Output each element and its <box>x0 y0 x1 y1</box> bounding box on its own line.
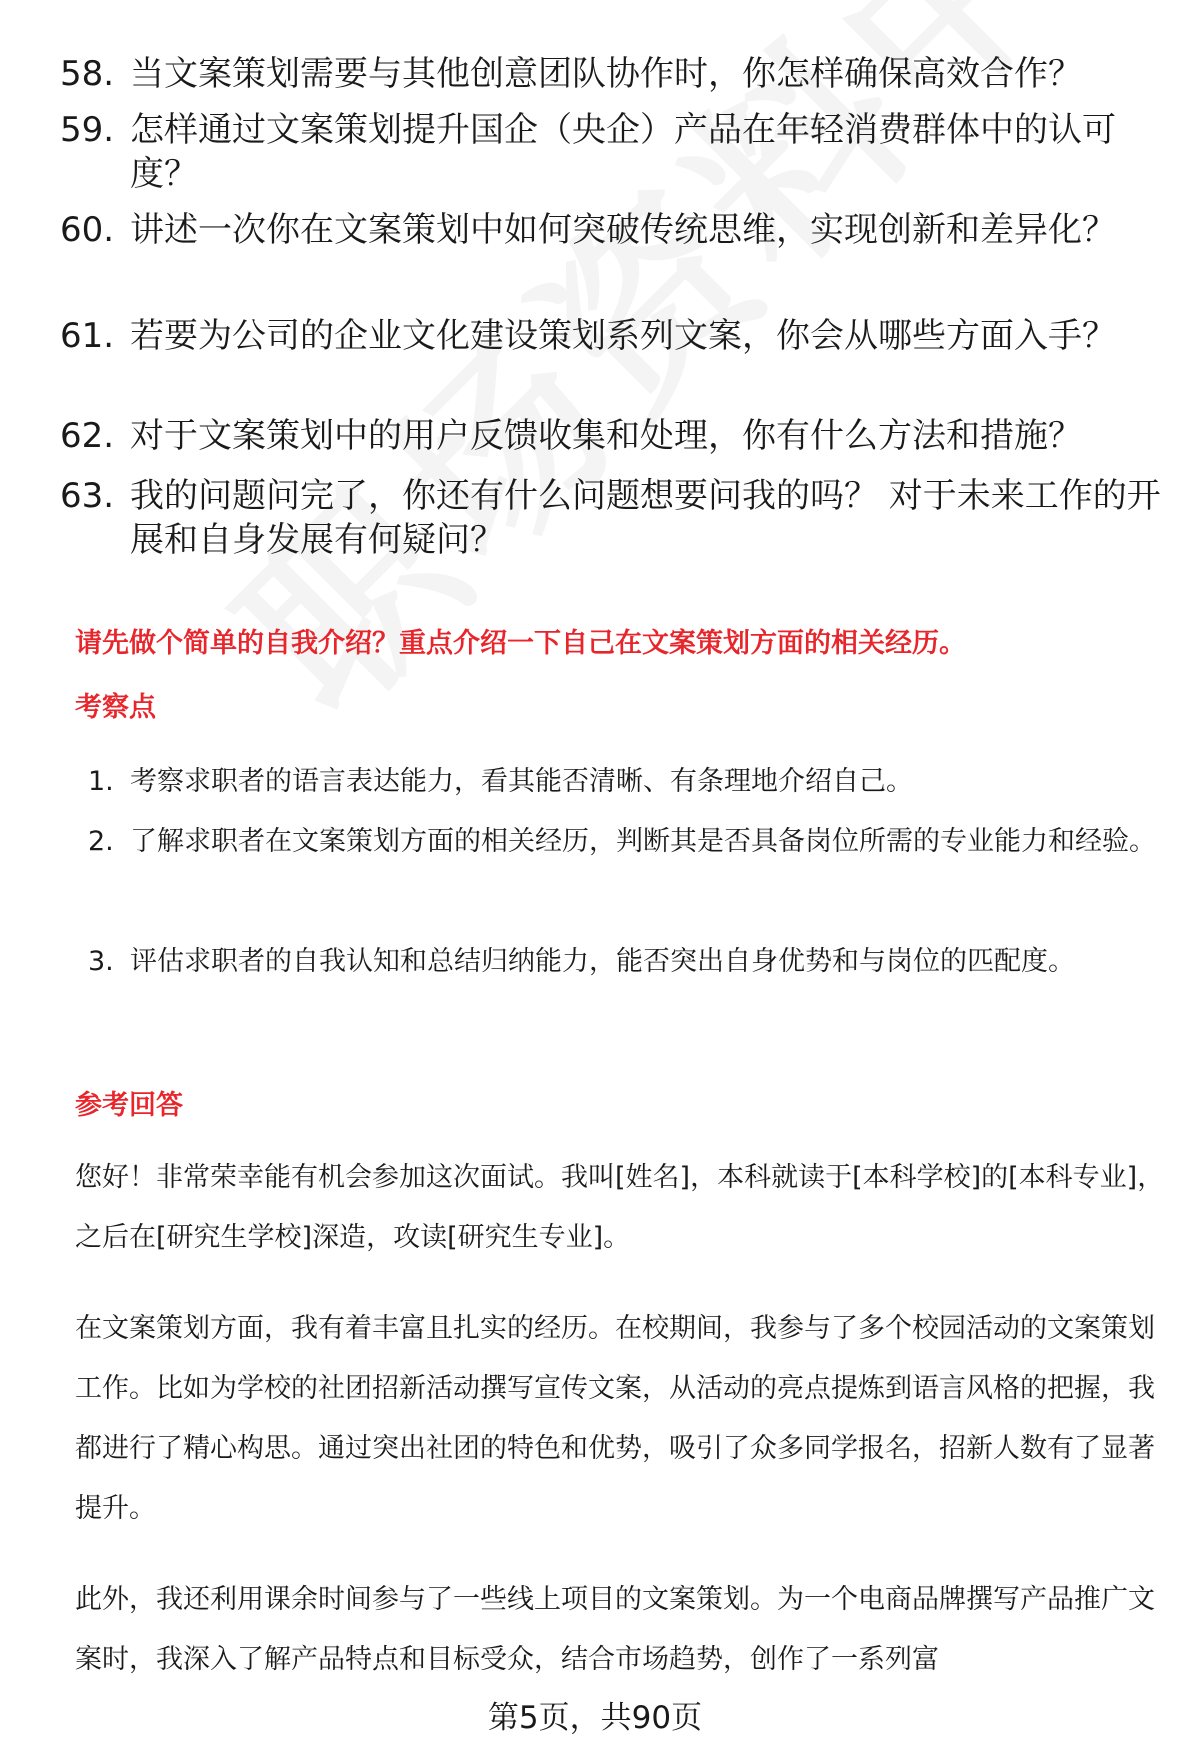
answer-paragraph: 在文案策划方面，我有着丰富且扎实的经历。在校期间，我参与了多个校园活动的文案策划工作。比如为学校的社团招新活动撰写宣传文案，从活动的亮点提炼到语言风格的把握，我都进行了精心构思。通过突出社团的特色和优势，吸引了众多同学报名，招新人数有了显著提升。 <box>75 1313 1155 1524</box>
question-text: 讲述一次你在文案策划中如何突破传统思维，实现创新和差异化？ <box>130 210 1116 250</box>
points-heading: 考察点 <box>75 692 156 723</box>
answer-paragraph: 此外，我还利用课余时间参与了一些线上项目的文案策划。为一个电商品牌撰写产品推广文案时，我深入了解产品特点和目标受众，结合市场趋势，创作了一系列富 <box>75 1584 1155 1675</box>
list-number: 2. <box>88 826 114 857</box>
list-item <box>88 812 1158 872</box>
question-item <box>60 474 1170 562</box>
question-item <box>60 314 1170 358</box>
question-number: 60. <box>60 210 115 250</box>
section-title: 请先做个简单的自我介绍？重点介绍一下自己在文案策划方面的相关经历。 <box>75 628 966 659</box>
question-text: 若要为公司的企业文化建设策划系列文案，你会从哪些方面入手？ <box>130 316 1116 356</box>
list-text: 了解求职者在文案策划方面的相关经历，判断其是否具备岗位所需的专业能力和经验。 <box>130 826 1156 857</box>
list-text: 考察求职者的语言表达能力，看其能否清晰、有条理地介绍自己。 <box>130 766 913 797</box>
question-number: 62. <box>60 416 115 456</box>
question-number: 61. <box>60 316 115 356</box>
question-text: 怎样通过文案策划提升国企（央企）产品在年轻消费群体中的认可度？ <box>130 110 1116 194</box>
answer-heading: 参考回答 <box>75 1090 183 1121</box>
question-item <box>60 108 1170 196</box>
list-number: 1. <box>88 766 114 797</box>
question-item <box>60 52 1170 96</box>
question-text: 我的问题问完了，你还有什么问题想要问我的吗？ 对于未来工作的开展和自身发展有何疑问？ <box>130 476 1161 560</box>
list-text: 评估求职者的自我认知和总结归纳能力，能否突出自身优势和与岗位的匹配度。 <box>130 946 1075 977</box>
question-text: 对于文案策划中的用户反馈收集和处理，你有什么方法和措施？ <box>130 416 1082 456</box>
page-footer: 第5页，共90页 <box>487 1700 703 1736</box>
question-text: 当文案策划需要与其他创意团队协作时，你怎样确保高效合作？ <box>130 54 1082 94</box>
question-number: 63. <box>60 476 115 516</box>
question-number: 59. <box>60 110 115 150</box>
list-item <box>88 932 1158 992</box>
answer-paragraph: 您好！非常荣幸能有机会参加这次面试。我叫[姓名]，本科就读于[本科学校]的[本科专业]，之后在[研究生学校]深造，攻读[研究生专业]。 <box>75 1162 1165 1253</box>
question-item <box>60 414 1170 458</box>
list-number: 3. <box>88 946 114 977</box>
question-item <box>60 208 1170 252</box>
list-item <box>88 752 1158 812</box>
question-number: 58. <box>60 54 115 94</box>
